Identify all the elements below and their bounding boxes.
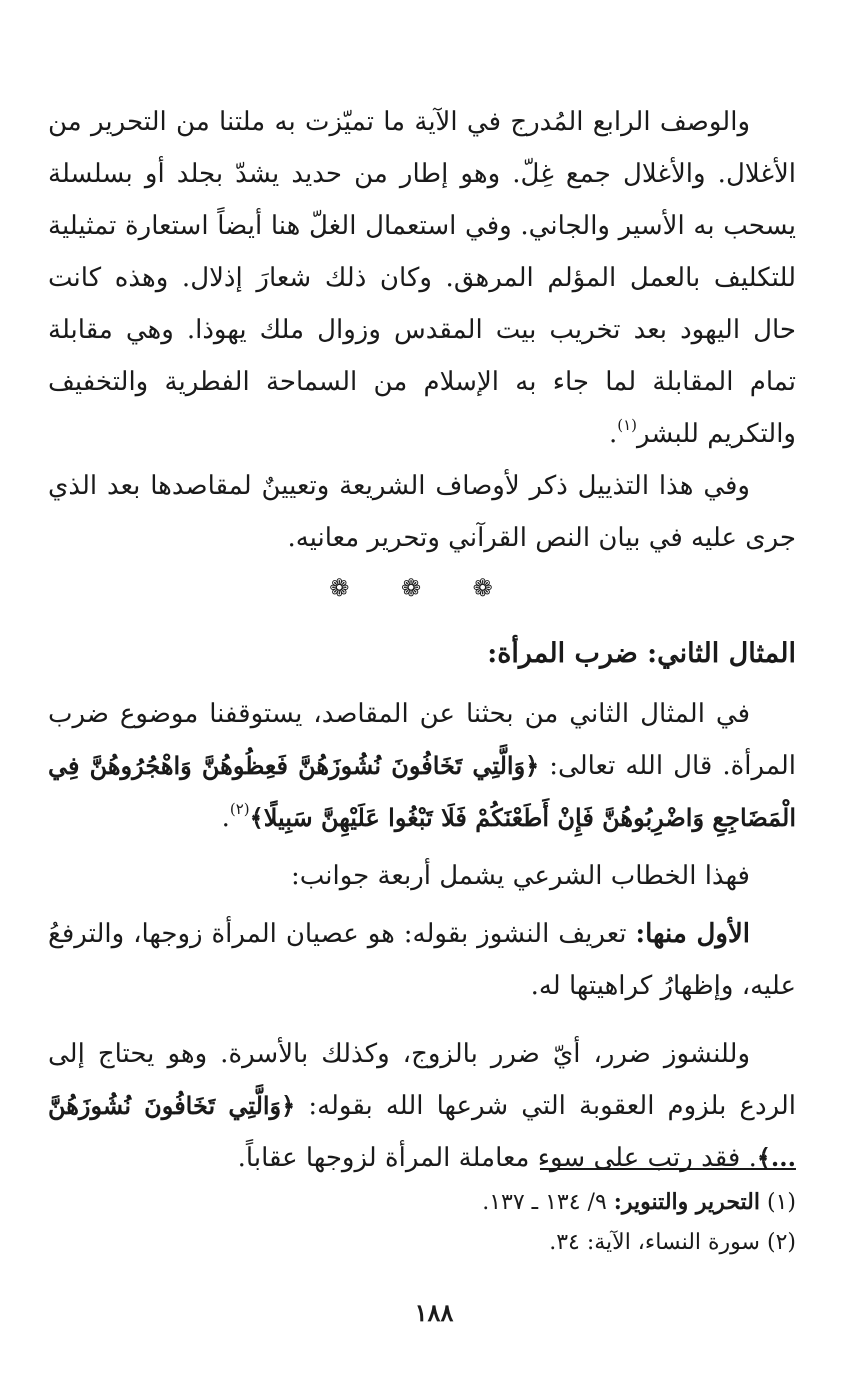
- harm-paragraph: [48, 1028, 796, 1184]
- intro-line-7: الفطرية والتخفيف والتكريم للبشر: [48, 367, 796, 449]
- first-aspect-label: الأول منها:: [635, 919, 751, 949]
- footnote-2: [96, 1223, 796, 1263]
- summary-paragraph: [48, 460, 796, 564]
- quran-verse: ﴿وَالَّتِي تَخَافُونَ نُشُوزَهُنَّ فَعِظُوهُنَّ وَاهْجُرُوهُنَّ فِي الْمَضَاجِعِ وَاضْرِبُوهُنَّ فَإِنْ أَطَعْنَكُمْ فَلَا تَبْغُوا عَلَيْهِنَّ سَبِيلًا﴾: [48, 751, 796, 832]
- aspects-paragraph: [48, 850, 796, 902]
- section-heading: المثال الثاني: ضرب المرأة:: [487, 638, 796, 669]
- harm-end: . فقد رتب على سوء معاملة المرأة لزوجها عقاباً.: [237, 1143, 757, 1173]
- footnotes: [96, 1182, 796, 1263]
- footnote-2-text: سورة النساء، الآية: ٣٤.: [549, 1230, 760, 1255]
- intro-end: .: [608, 419, 618, 449]
- first-aspect-paragraph: [48, 908, 796, 1012]
- verse-end: .: [221, 803, 230, 833]
- first-aspect-text: تعريف النشوز بقوله: هو عصيان المرأة زوجها، والترفعُ عليه، وإظهارُ كراهيتها له.: [48, 919, 796, 1001]
- intro-line-6: يهوذا. وهي مقابلة تمام المقابلة لما جاء به الإسلام من السماحة: [48, 315, 797, 397]
- page-body: [48, 96, 796, 1184]
- footnote-2-number: (٢): [766, 1230, 796, 1255]
- harm-text: وللنشوز ضرر، أيّ ضرر بالزوج، وكذلك بالأسرة. وهو يحتاج إلى الردع بلزوم العقوبة التي شرعها الله بقوله:: [48, 1039, 797, 1121]
- footnote-ref-1[interactable]: (١): [617, 416, 638, 434]
- footnote-ref-2[interactable]: (٢): [229, 800, 250, 818]
- intro-paragraph: [48, 96, 796, 460]
- harm-verse: ﴿وَالَّتِي تَخَافُونَ نُشُوزَهُنَّ ...﴾: [48, 1091, 796, 1172]
- footnote-1: [96, 1182, 796, 1223]
- footnote-1-number: (١): [766, 1190, 796, 1215]
- aspects-intro: فهذا الخطاب الشرعي يشمل أربعة جوانب:: [290, 861, 750, 891]
- intro-line-2: من الأغلال. والأغلال جمع غِلّ. وهو إطار من حديد يشدّ بجلد أو: [48, 107, 796, 189]
- section-divider: ❁ ❁ ❁: [329, 574, 515, 602]
- summary-text: وفي هذا التذييل ذكر لأوصاف الشريعة وتعيينٌ لمقاصدها بعد الذي جرى عليه في بيان النص القرآني وتحرير معانيه.: [48, 471, 796, 553]
- intro-line-4: استعارة تمثيلية للتكليف بالعمل المؤلم المرهق. وكان ذلك شعارَ: [48, 211, 797, 293]
- intro-line-3: بسلسلة يسحب به الأسير والجاني. وفي استعمال الغلّ هنا أيضاً: [48, 159, 797, 241]
- intro-line-1: والوصف الرابع المُدرج في الآية ما تميّزت به ملتنا من التحرير: [91, 107, 751, 137]
- intro-line-5: إذلال. وهذه كانت حال اليهود بعد تخريب بيت المقدس وزوال ملك: [48, 263, 796, 345]
- example-paragraph: [48, 688, 796, 844]
- footnote-separator: [540, 1168, 796, 1170]
- footnote-1-pages: ٩/ ١٣٤ ـ ١٣٧.: [482, 1190, 607, 1215]
- page-number: ١٨٨: [414, 1298, 454, 1327]
- footnote-1-source: التحرير والتنوير:: [613, 1189, 760, 1215]
- example-intro: في المثال الثاني من بحثنا عن المقاصد، يستوقفنا موضوع ضرب المرأة. قال الله تعالى:: [48, 699, 797, 781]
